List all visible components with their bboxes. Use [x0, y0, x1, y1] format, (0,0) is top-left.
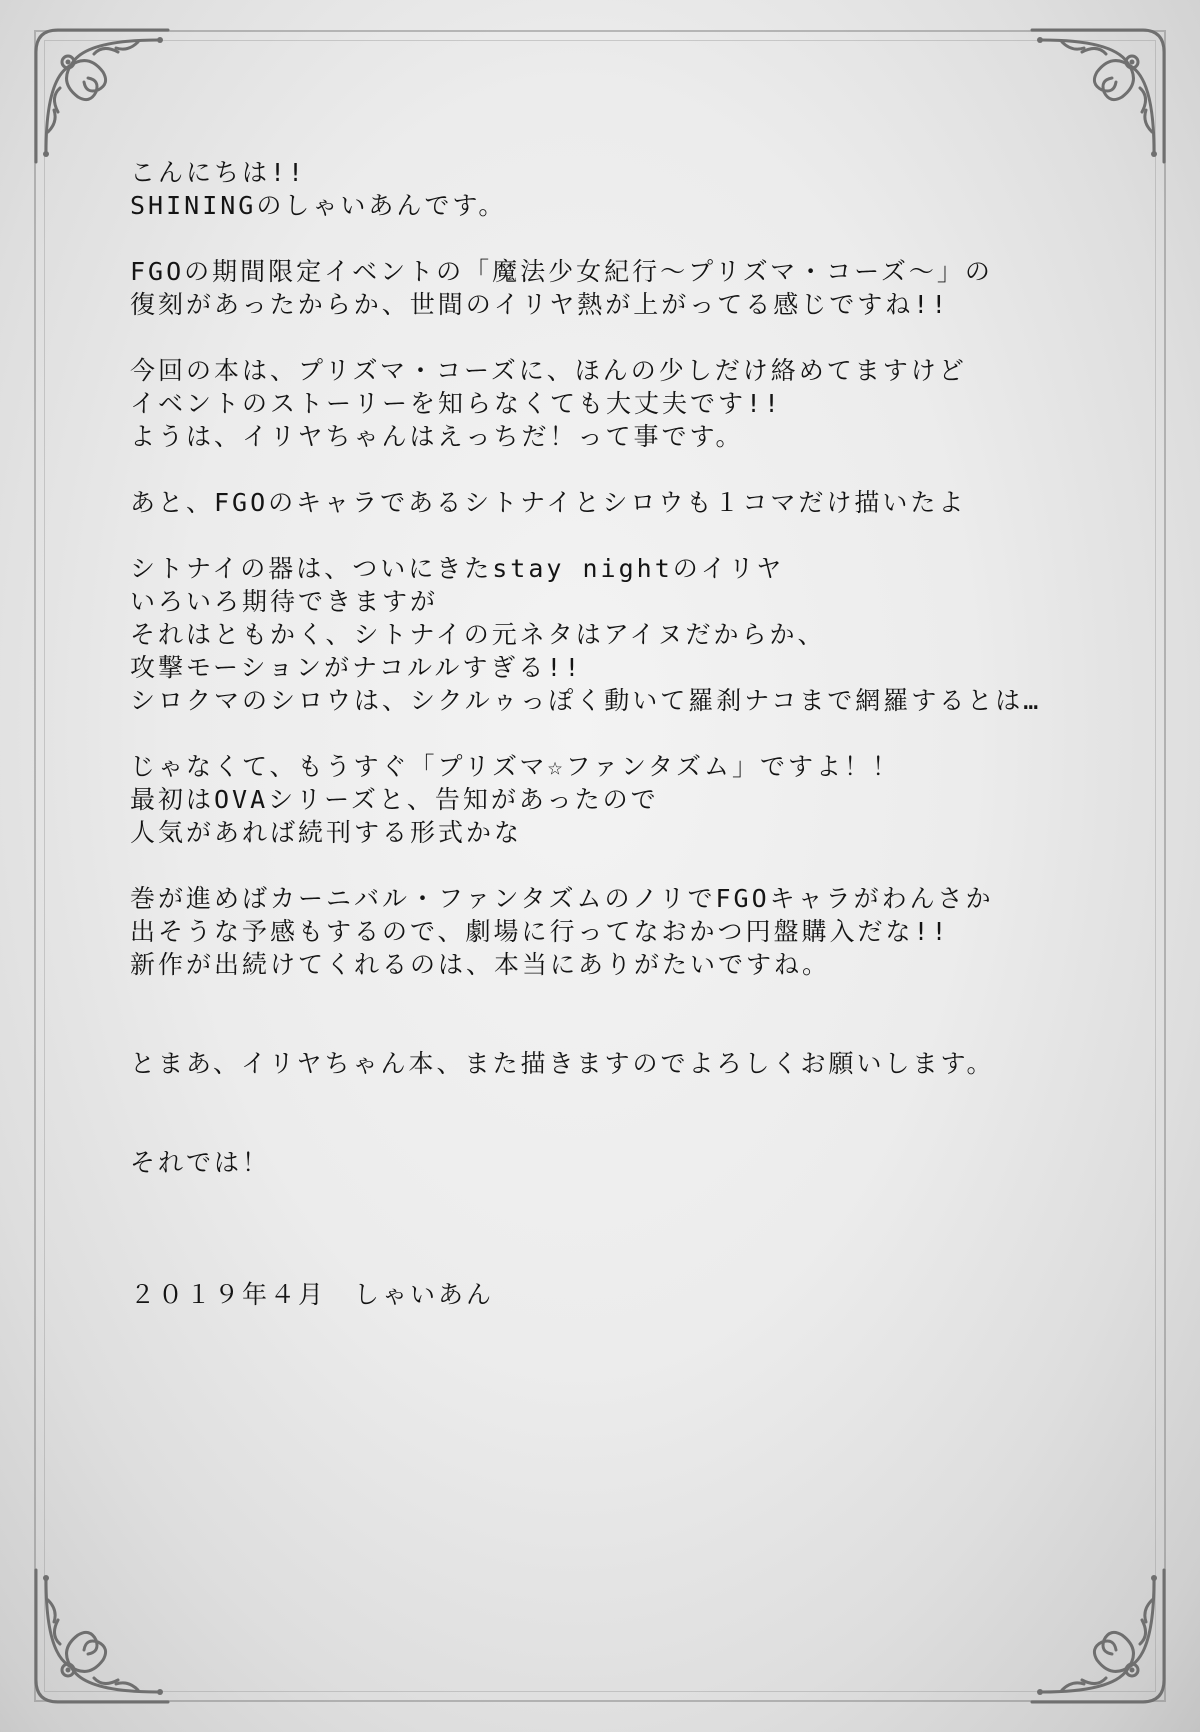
text-line: あと、FGOのキャラであるシトナイとシロウも１コマだけ描いたよ	[130, 488, 967, 517]
text-line: 攻撃モーションがナコルルすぎる!!	[130, 653, 583, 682]
text-line: 復刻があったからか、世間のイリヤ熱が上がってる感じですね!!	[130, 290, 950, 319]
sitonai-paragraph	[130, 552, 1140, 717]
text-line: SHININGのしゃいあんです。	[130, 191, 507, 220]
phantasm-paragraph	[130, 750, 1140, 849]
text-line: いろいろ期待できますが	[130, 587, 439, 616]
text-line: それはともかく、シトナイの元ネタはアイヌだからか、	[130, 620, 826, 649]
text-line: 人気があれば続刊する形式かな	[130, 818, 523, 847]
text-line: こんにちは!!	[130, 158, 307, 187]
farewell-text: それでは！	[130, 1148, 271, 1177]
text-line: シロクマのシロウは、シクルゥっぽく動いて羅刹ナコまで網羅するとは…	[130, 686, 1042, 715]
book-paragraph	[130, 354, 1140, 453]
text-line: 巻が進めばカーニバル・ファンタズムのノリでFGOキャラがわんさか	[130, 884, 994, 913]
text-line: 最初はOVAシリーズと、告知があったので	[130, 785, 659, 814]
text-line: じゃなくて、もうすぐ「プリズマ☆ファンタズム」ですよ！！	[130, 752, 901, 781]
corner-ornament-icon	[28, 1560, 178, 1710]
corner-ornament-icon	[28, 22, 178, 172]
corner-ornament-icon	[1022, 1560, 1172, 1710]
event-paragraph	[130, 255, 1140, 321]
corner-ornament-icon	[1022, 22, 1172, 172]
characters-paragraph	[130, 486, 1140, 519]
afterword-letter	[130, 156, 1140, 1311]
text-line: FGOの期間限定イベントの「魔法少女紀行～プリズマ・コーズ～」の	[130, 257, 993, 286]
text-line: 出そうな予感もするので、劇場に行ってなおかつ円盤購入だな!!	[130, 917, 950, 946]
signature-date: ２０１９年４月 しゃいあん	[130, 1280, 495, 1309]
text-line: シトナイの器は、ついにきたstay nightのイリヤ	[130, 554, 785, 583]
text-line: ようは、イリヤちゃんはえっちだ！って事です。	[130, 422, 744, 451]
text-line: とまあ、イリヤちゃん本、また描きますのでよろしくお願いします。	[130, 1049, 995, 1078]
volumes-paragraph	[130, 882, 1140, 981]
text-line: 今回の本は、プリズマ・コーズに、ほんの少しだけ絡めてますけど	[130, 356, 967, 385]
text-line: 新作が出続けてくれるのは、本当にありがたいですね。	[130, 950, 831, 979]
closing-remark-paragraph	[130, 1047, 1140, 1080]
farewell-paragraph	[130, 1146, 1140, 1179]
greeting-paragraph	[130, 156, 1140, 222]
text-line: イベントのストーリーを知らなくても大丈夫です!!	[130, 389, 783, 418]
